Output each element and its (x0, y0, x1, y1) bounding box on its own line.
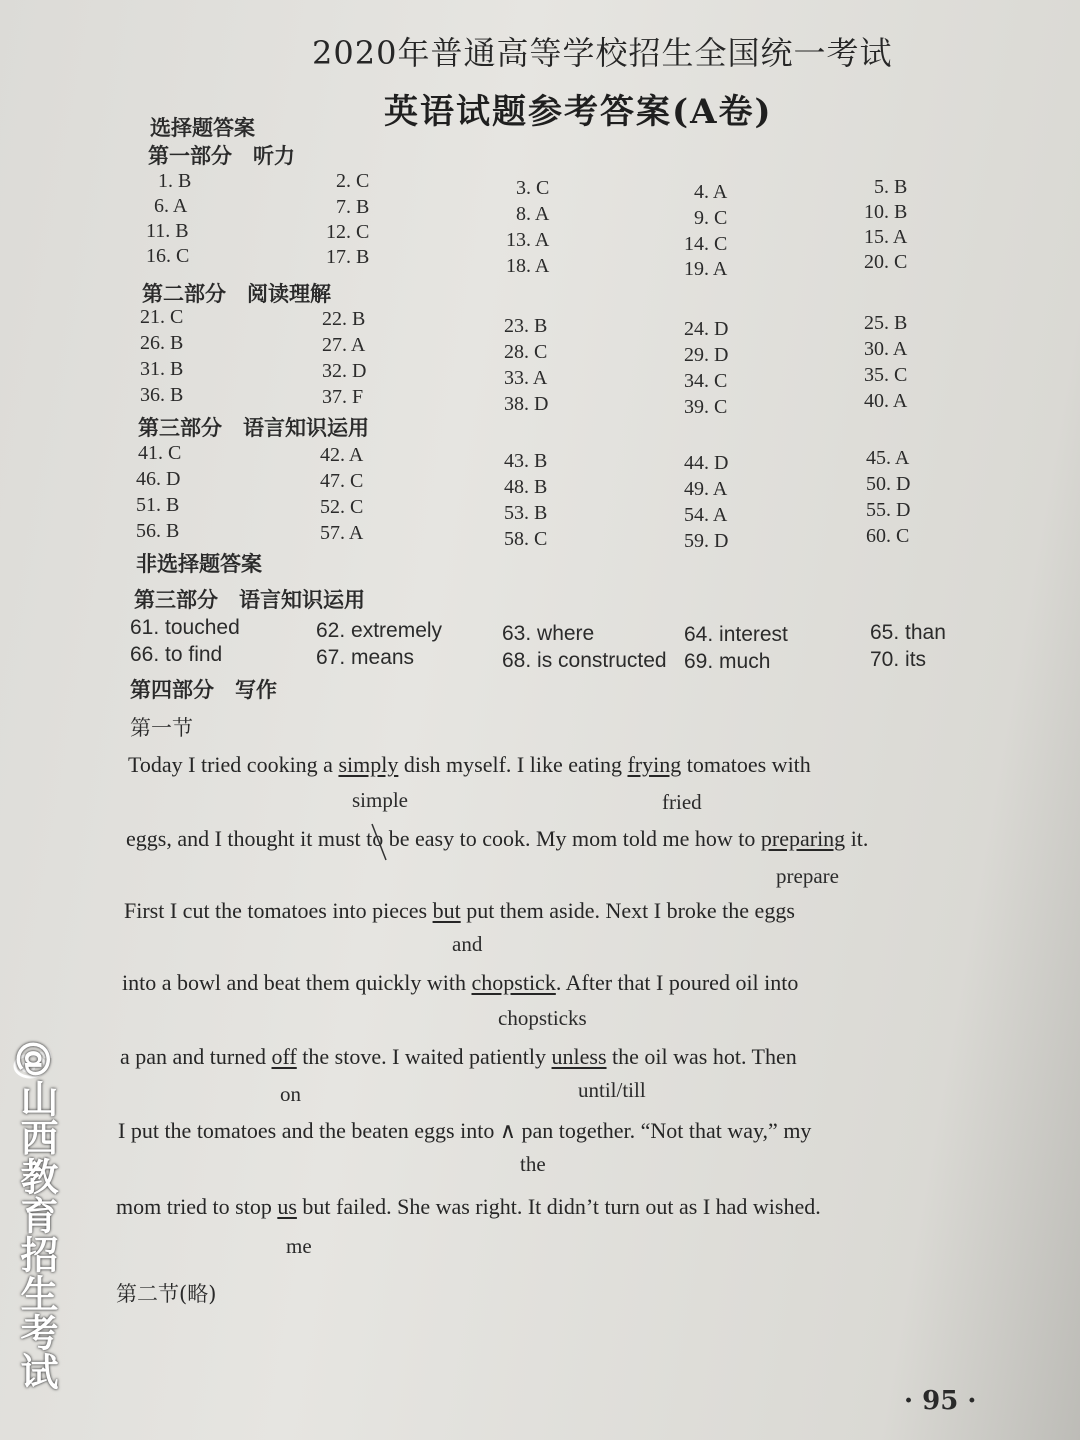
essay-line-6: I put the tomatoes and the beaten eggs into ∧ pan together. “Not that way,” my (118, 1118, 812, 1143)
answer-item: 48. B (504, 476, 548, 498)
answer-item: 58. C (504, 528, 548, 550)
answer-item: 55. D (866, 499, 911, 521)
answer-item: 12. C (326, 221, 370, 243)
answer-item: 19. A (684, 258, 728, 280)
correction-word: fried (662, 790, 702, 814)
answer-item: 47. C (320, 470, 364, 492)
answer-item: 52. C (320, 496, 364, 518)
answer-item: 39. C (684, 396, 728, 418)
answer-item: 34. C (684, 370, 728, 392)
answer-item: 23. B (504, 315, 548, 337)
correction-word: chopsticks (498, 1006, 587, 1030)
answer-item: 36. B (140, 384, 184, 406)
deletion-mark-icon (368, 822, 390, 862)
answer-item: 40. A (864, 390, 908, 412)
fill-answer-item: 61. touched (130, 616, 240, 639)
answer-item: 60. C (866, 525, 910, 547)
answer-item: 10. B (864, 201, 908, 223)
answer-item: 50. D (866, 473, 911, 495)
essay-line-5: a pan and turned off the stove. I waited patiently unless the oil was hot. Then (120, 1044, 797, 1069)
answer-item: 20. C (864, 251, 908, 273)
answer-item: 21. C (140, 306, 184, 328)
answer-item: 51. B (136, 494, 180, 516)
correction-word: prepare (776, 864, 839, 888)
answer-item: 4. A (694, 181, 728, 203)
answer-item: 35. C (864, 364, 908, 386)
essay-line-4: into a bowl and beat them quickly with chopstick. After that I poured oil into (122, 970, 799, 995)
answer-item: 3. C (516, 177, 550, 199)
answer-item: 17. B (326, 246, 370, 268)
fill-answer-item: 67. means (316, 646, 415, 669)
page-title: 2020年普通高等学校招生全国统一考试 (312, 34, 893, 72)
fill-answer-item: 65. than (870, 621, 946, 644)
answer-item: 28. C (504, 341, 548, 363)
error-word: but (432, 898, 461, 923)
error-word: frying (627, 752, 682, 777)
fill-answer-item: 63. where (502, 622, 595, 645)
answer-item: 14. C (684, 233, 728, 255)
answer-item: 22. B (322, 308, 366, 330)
correction-word: on (280, 1082, 301, 1106)
answer-item: 45. A (866, 447, 910, 469)
answer-item: 9. C (694, 207, 728, 229)
correction-word: and (452, 932, 483, 956)
watermark-text: @山西教育招生考试 (14, 1040, 58, 1391)
answer-item: 16. C (146, 245, 190, 267)
fill-answer-item: 64. interest (684, 623, 788, 646)
answer-item: 46. D (136, 468, 181, 490)
section-part3-language-fill: 第三部分 语言知识运用 (134, 587, 365, 612)
answer-item: 5. B (874, 176, 908, 198)
page-number: · 95 · (904, 1386, 977, 1416)
answer-item: 42. A (320, 444, 364, 466)
answer-item: 54. A (684, 504, 728, 526)
section-part3-language: 第三部分 语言知识运用 (138, 415, 369, 440)
fill-answer-item: 68. is constructed (502, 649, 667, 672)
answer-item: 53. B (504, 502, 548, 524)
error-word: preparing (760, 826, 846, 851)
answer-item: 11. B (146, 220, 189, 242)
answer-item: 2. C (336, 170, 370, 192)
section-part2-reading: 第二部分 阅读理解 (142, 281, 331, 306)
essay-line-7: mom tried to stop us but failed. She was right. It didn’t turn out as I had wished. (116, 1194, 821, 1219)
correction-word: simple (352, 788, 408, 812)
section-choice-answers: 选择题答案 (150, 115, 255, 140)
answer-item: 8. A (516, 203, 550, 225)
error-word: simply (338, 752, 399, 777)
answer-item: 56. B (136, 520, 180, 542)
fill-answer-item: 69. much (684, 650, 771, 673)
answer-item: 49. A (684, 478, 728, 500)
page-subtitle: 英语试题参考答案(A卷) (384, 92, 773, 132)
error-word: us (277, 1194, 297, 1219)
answer-item: 37. F (322, 386, 364, 408)
error-word: off (271, 1044, 297, 1069)
answer-item: 29. D (684, 344, 729, 366)
correction-word: until/till (578, 1078, 646, 1102)
answer-item: 43. B (504, 450, 548, 472)
fill-answer-item: 62. extremely (316, 619, 443, 642)
error-word: chopstick (471, 970, 556, 995)
answer-item: 7. B (336, 196, 370, 218)
answer-item: 25. B (864, 312, 908, 334)
answer-item: 1. B (158, 170, 192, 192)
answer-item: 27. A (322, 334, 366, 356)
correction-word: me (286, 1234, 312, 1258)
section-part1-listening: 第一部分 听力 (148, 143, 295, 168)
essay-line-3: First I cut the tomatoes into pieces but put them aside. Next I broke the eggs (124, 898, 795, 923)
answer-item: 24. D (684, 318, 729, 340)
answer-item: 26. B (140, 332, 184, 354)
answer-item: 33. A (504, 367, 548, 389)
fill-answer-item: 66. to find (130, 643, 223, 666)
subsection-1: 第一节 (130, 716, 193, 740)
error-word: unless (551, 1044, 607, 1069)
essay-line-2: eggs, and I thought it must to be easy to cook. My mom told me how to preparing it. (126, 826, 869, 851)
section-nonchoice-answers: 非选择题答案 (136, 551, 262, 576)
essay-line-1: Today I tried cooking a simply dish myself. I like eating frying tomatoes with (128, 752, 811, 777)
answer-item: 59. D (684, 530, 729, 552)
fill-answer-item: 70. its (870, 648, 927, 671)
answer-item: 41. C (138, 442, 182, 464)
subsection-2: 第二节(略) (116, 1282, 217, 1306)
answer-item: 15. A (864, 226, 908, 248)
correction-word: the (520, 1152, 546, 1176)
answer-item: 18. A (506, 255, 550, 277)
answer-item: 38. D (504, 393, 549, 415)
answer-item: 32. D (322, 360, 367, 382)
answer-item: 6. A (154, 195, 188, 217)
section-part4-writing: 第四部分 写作 (130, 677, 277, 702)
answer-item: 44. D (684, 452, 729, 474)
answer-item: 57. A (320, 522, 364, 544)
answer-item: 30. A (864, 338, 908, 360)
answer-item: 13. A (506, 229, 550, 251)
answer-item: 31. B (140, 358, 184, 380)
